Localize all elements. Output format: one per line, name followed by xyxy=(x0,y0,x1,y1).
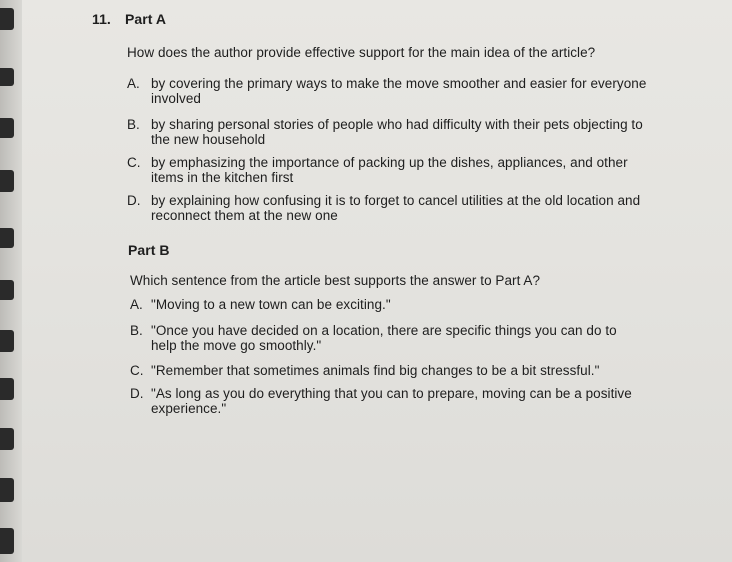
option-letter: C. xyxy=(127,155,141,170)
option-text: "Remember that sometimes animals find big changes to be a bit stressful." xyxy=(151,363,600,378)
option-letter: A. xyxy=(127,76,140,91)
part-b-question: Which sentence from the article best supports the answer to Part A? xyxy=(130,273,541,288)
option-letter: D. xyxy=(130,386,144,401)
question-number: 11. xyxy=(92,11,111,27)
option-text: by sharing personal stories of people who had difficulty with their pets objecting to the new household xyxy=(151,117,643,147)
part-b-option-d[interactable] xyxy=(130,386,640,416)
part-b-option-b[interactable] xyxy=(130,323,640,353)
part-a-question: How does the author provide effective support for the main idea of the article? xyxy=(127,45,596,60)
option-text: by emphasizing the importance of packing up the dishes, appliances, and other items in the kitchen first xyxy=(151,155,628,185)
part-a-title: Part A xyxy=(125,11,167,27)
option-letter: D. xyxy=(127,193,141,208)
part-a-option-a[interactable] xyxy=(127,76,652,106)
part-b-option-c[interactable] xyxy=(130,363,670,378)
option-letter: B. xyxy=(127,117,140,132)
option-letter: A. xyxy=(130,297,143,312)
option-letter: C. xyxy=(130,363,144,378)
option-letter: B. xyxy=(130,323,143,338)
option-text: "Once you have decided on a location, there are specific things you can do to help the move go smoothly." xyxy=(151,323,617,353)
part-a-option-d[interactable] xyxy=(127,193,652,223)
part-b-title: Part B xyxy=(128,242,170,258)
option-text: by covering the primary ways to make the move smoother and easier for everyone involved xyxy=(151,76,647,106)
part-b-option-a[interactable] xyxy=(130,297,650,312)
option-text: "Moving to a new town can be exciting." xyxy=(151,297,391,312)
part-a-option-c[interactable] xyxy=(127,155,652,185)
option-text: by explaining how confusing it is to forget to cancel utilities at the old location and reconnect them at the new one xyxy=(151,193,641,223)
part-a-option-b[interactable] xyxy=(127,117,652,147)
option-text: "As long as you do everything that you can to prepare, moving can be a positive experience." xyxy=(151,386,632,416)
